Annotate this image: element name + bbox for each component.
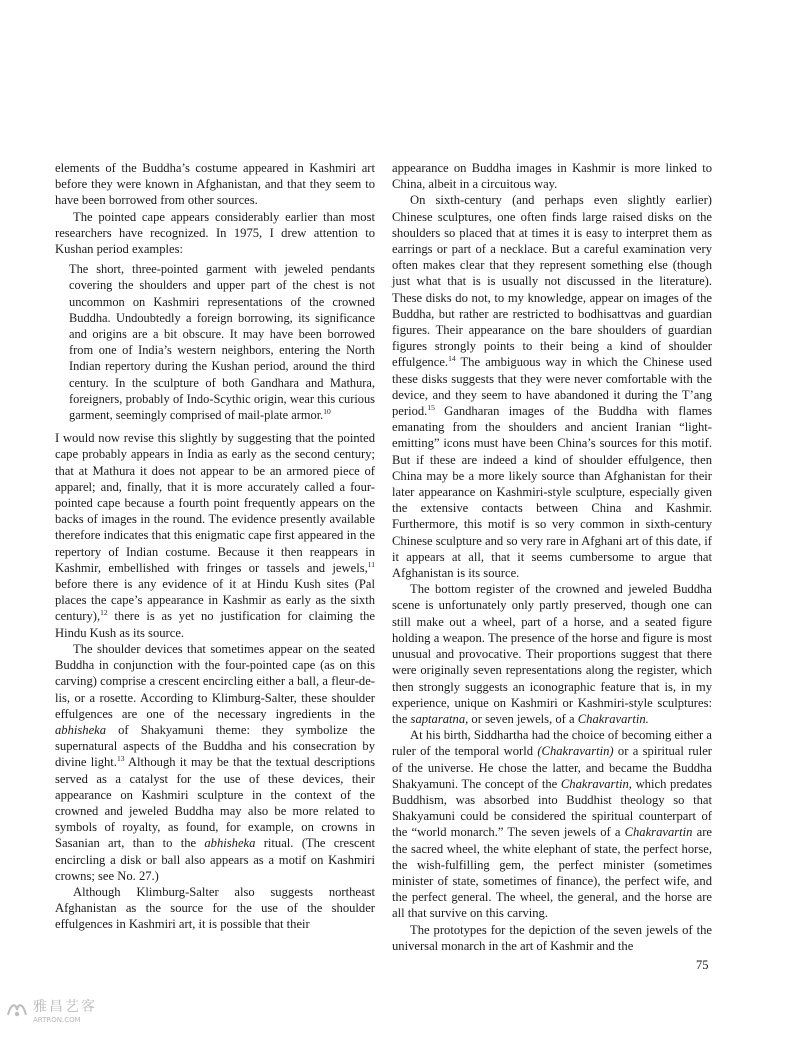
text-run: On sixth-century (and perhaps even slightly earlier) Chinese sculptures, one often finds large raised disks on the shoulders so placed that at times it is easy to interpret them as earrings or part of a necklace. But a careful examination very often makes clear that they represent something else (though just what that is is usually not discussed in the literature). These disks do not, to my knowledge, appear on images of the Buddha, but rather are restricted to bodhisattvas and guardian figures. Their appearance on the bare shoulders of guardian figures strongly points to their being a kind of shoulder effulgence.: [392, 193, 712, 370]
watermark-cn: 雅昌艺客: [33, 999, 97, 1015]
text-run: of Shakyamuni theme: they symbolize the supernatural aspects of the Buddha and his consecration by divine light.: [55, 722, 375, 770]
paragraph-continued: elements of the Buddha’s costume appeared in Kashmiri art before they were known in Afghanistan, and that they seem to have been borrowed from other sources.: [55, 161, 375, 208]
italic-term: abhisheka: [55, 722, 107, 737]
text-run: are the sacred wheel, the white elephant of state, the perfect horse, the wish-fulfilling gem, the perfect minister (sometimes minister of state, sometimes of finance), the perfect wife, and the perfect general. The wheel, the general, and the horse are all that survive on this carving.: [392, 825, 712, 921]
text-run: At his birth, Siddhartha had the choice of becoming either a ruler of the temporal world: [392, 728, 712, 759]
right-column: [392, 160, 712, 954]
text-run: Although it may be that the textual descriptions served as a catalyst for the use of these devices, their appearance on Kashmiri sculpture in the context of the crowned and jeweled Buddha may also be more related to symbols of royalty, as found, for example, on crowns in Sasanian art, than to the: [55, 755, 375, 851]
text-run: The ambiguous way in which the Chinese used these disks suggests that they were never comfortable with the device, and they seem to have abandoned it during the T’ang period.: [392, 355, 712, 419]
watermark-en: ARTRON.COM: [33, 1016, 81, 1024]
paragraph-revision: [55, 430, 375, 641]
footnote-ref: 15: [427, 402, 435, 412]
footnote-ref: 11: [367, 559, 375, 569]
italic-term: saptaratna,: [410, 711, 469, 726]
text-run: there is as yet no justification for claiming the Hindu Kush as its source.: [55, 609, 375, 640]
text-run: before there is any evidence of it at Hindu Kush sites (Pal places the cape’s appearance in Kashmir as early as the sixth century),: [55, 577, 375, 624]
italic-term: Chakravartin.: [577, 711, 649, 726]
text-run: I would now revise this slightly by suggesting that the pointed cape probably appears in India as early as the second century; that at Mathura it does not appear to be an armored piece of apparel; and, finally, that it is more accurately called a four-pointed cape because a fourth point frequently appears on the backs of images in the round. The evidence presently available therefore indicates that this enigmatic cape first appeared in the repertory of Indian costume. Because it then reappears in Kashmir, embellished with fringes or tassels and jewels,: [55, 431, 375, 575]
paragraph-bottom-register: [392, 581, 712, 727]
text-run: Gandharan images of the Buddha with flames emanating from the shoulders and ancient Iranian “light-emitting” icons must have been China’s sources for this motif. But if these are indeed a kind of shoulder effulgence, then China may be a more likely source than Afghanistan for their later appearance on Kashmiri-style sculpture, especially given the extensive contacts between China and Kashmir. Furthermore, this motif is so very common in sixth-century Chinese sculpture and so very rare in Afghani art of this date, if it appears at all, that it seems cumbersome to argue that Afghanistan is its source.: [392, 404, 712, 581]
text-run: or a spiritual ruler of the universe. He chose the latter, and became the Buddha Shakyamuni. The concept of the: [392, 744, 712, 791]
paragraph-chinese-sculptures: [392, 192, 712, 581]
left-column: [55, 160, 375, 933]
text-run: The bottom register of the crowned and jeweled Buddha scene is unfortunately only partly preserved, though one can still make out a wheel, part of a horse, and a seated figure holding a weapon. The presence of the horse and figure is most unusual and provocative. Their proportions suggest that there were originally seven representations along the register, which then strongly suggests an iconographic feature that is, in my experience, unique on Kashmiri or Kashmiri-style sculptures: the: [392, 582, 712, 726]
text-run: The shoulder devices that sometimes appear on the seated Buddha in conjunction with the four-pointed cape (as on this carving) comprise a crescent encircling either a ball, a fleur-de-lis, or a rosette. According to Klimburg-Salter, these shoulder effulgences are one of the necessary ingredients in the: [55, 641, 375, 721]
paragraph-continued: appearance on Buddha images in Kashmir is more linked to China, albeit in a circuitous way.: [392, 161, 712, 192]
footnote-ref: 10: [323, 406, 331, 416]
watermark: [6, 1000, 97, 1024]
watermark-logo-icon: [6, 1001, 28, 1024]
paragraph-siddhartha: [392, 727, 712, 921]
paragraph-afghanistan: Although Klimburg-Salter also suggests northeast Afghanistan as the source for the use of the shoulder effulgences in Kashmiri art, it is possible that their: [55, 884, 375, 932]
watermark-text: [33, 1000, 97, 1024]
italic-term: Chakravartin: [624, 825, 693, 840]
text-run: which predates Buddhism, was absorbed into Buddhist theology so that Shakyamuni could be considered the spiritual counterpart of the “world monarch.” The seven jewels of a: [392, 776, 712, 840]
footnote-ref: 13: [116, 754, 125, 764]
text-run: or seven jewels, of a: [468, 711, 578, 726]
page-number: 75: [696, 958, 709, 972]
quote-text: The short, three-pointed garment with jeweled pendants covering the shoulders and upper part of the chest is not uncommon on Kashmiri representations of the crowned Buddha. Undoubtedly a foreign borrowing, its significance and origins are a bit obscure. It may have been borrowed from one of India’s western neighbors, entering the North Indian repertory during the Kushan period, around the third century. In the sculpture of both Gandhara and Mathura, foreigners, probably of Indo-Scythic origin, wear this curious garment, seemingly comprised of mail-plate armor.: [69, 262, 375, 423]
footnote-ref: 14: [448, 354, 456, 364]
paragraph-shoulder-devices: [55, 641, 375, 884]
block-quote: [69, 261, 375, 423]
text-run: ritual. (The crescent encircling a disk or ball also appears as a motif on Kashmiri crowns; see No. 27.): [55, 836, 375, 883]
footnote-ref: 12: [100, 608, 108, 618]
italic-term: Chakravartin,: [560, 776, 632, 791]
paragraph-pointed-cape: The pointed cape appears considerably earlier than most researchers have recognized. In 1975, I drew attention to Kushan period examples:: [55, 209, 375, 257]
paragraph-prototypes: The prototypes for the depiction of the seven jewels of the universal monarch in the art of Kashmir and the: [392, 922, 712, 953]
italic-term: abhisheka: [204, 836, 256, 851]
italic-term: (Chakravartin): [537, 744, 614, 759]
